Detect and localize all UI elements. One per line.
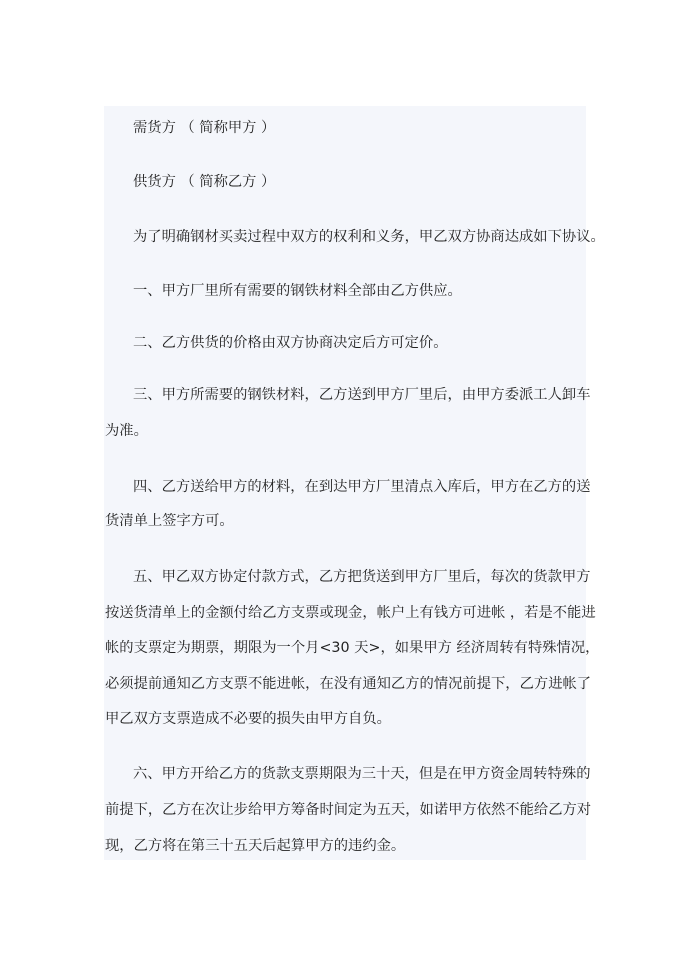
buyer-line: 需货方 （ 简称甲方 ） bbox=[133, 120, 276, 136]
clause-line: 按送货清单上的金额付给乙方支票或现金，帐户上有钱方可进帐 ，若是不能进 bbox=[105, 605, 596, 621]
clause-line: 二、乙方供货的价格由双方协商决定后方可定价。 bbox=[133, 335, 448, 351]
clause-line: 帐的支票定为期票，期限为一个月<30 天>，如果甲方 经济周转有特殊情况， bbox=[105, 640, 600, 656]
intro-paragraph: 为了明确钢材买卖过程中双方的权利和义务，甲乙双方协商达成如下协议。 bbox=[133, 229, 605, 245]
clause-line: 五、甲乙双方协定付款方式，乙方把货送到甲方厂里后，每次的货款甲方 bbox=[133, 569, 591, 585]
clause-line: 三、甲方所需要的钢铁材料，乙方送到甲方厂里后，由甲方委派工人卸车 bbox=[133, 387, 591, 403]
clause-line: 四、乙方送给甲方的材料，在到达甲方厂里清点入库后，甲方在乙方的送 bbox=[133, 479, 591, 495]
clause-line: 货清单上签字方可。 bbox=[105, 513, 234, 529]
clause-line: 六、甲方开给乙方的货款支票期限为三十天，但是在甲方资金周转特殊的 bbox=[133, 766, 591, 782]
clause-line: 一、甲方厂里所有需要的钢铁材料全部由乙方供应。 bbox=[133, 283, 462, 299]
supplier-line: 供货方 （ 简称乙方 ） bbox=[133, 174, 276, 190]
clause-line: 甲乙双方支票造成不必要的损失由甲方自负。 bbox=[105, 711, 391, 727]
clause-line: 为准。 bbox=[105, 423, 148, 439]
clause-line: 现，乙方将在第三十五天后起算甲方的违约金。 bbox=[105, 838, 406, 854]
clause-line: 必须提前通知乙方支票不能进帐，在没有通知乙方的情况前提下，乙方进帐了 bbox=[105, 676, 592, 692]
clause-line: 前提下，乙方在次让步给甲方筹备时间定为五天，如诺甲方依然不能给乙方对 bbox=[105, 802, 592, 818]
